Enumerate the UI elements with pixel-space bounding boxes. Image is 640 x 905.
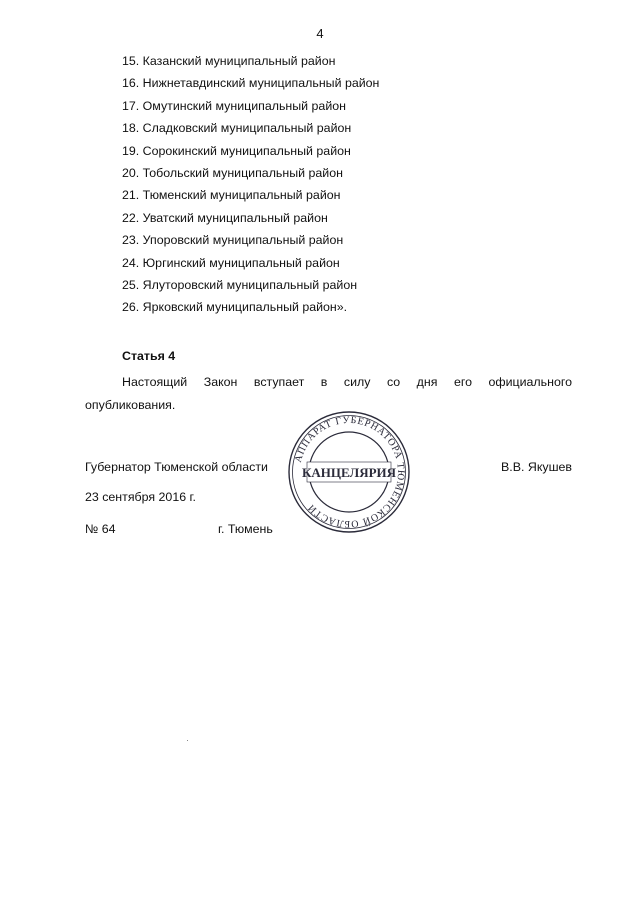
official-stamp xyxy=(287,410,411,534)
list-item: 23. Упоровский муниципальный район xyxy=(122,233,344,248)
list-item: 24. Юргинский муниципальный район xyxy=(122,255,340,270)
signer-title: Губернатор Тюменской области xyxy=(85,460,268,474)
article-text-line: опубликования. xyxy=(85,398,176,412)
signer-name: В.В. Якушев xyxy=(501,460,572,474)
list-item: 22. Уватский муниципальный район xyxy=(122,210,328,225)
district-list xyxy=(122,53,379,322)
list-item: 20. Тобольский муниципальный район xyxy=(122,165,343,180)
law-number: № 64 xyxy=(85,522,116,536)
list-item: 21. Тюменский муниципальный район xyxy=(122,188,341,203)
list-item: 18. Сладковский муниципальный район xyxy=(122,121,352,136)
list-item: 26. Ярковский муниципальный район». xyxy=(122,300,348,315)
scan-speck xyxy=(187,740,188,741)
page-number: 4 xyxy=(316,26,324,41)
signing-date: 23 сентября 2016 г. xyxy=(85,490,196,504)
article-text-line: Настоящий Закон вступает в силу со дня его официального xyxy=(122,375,572,389)
list-item: 25. Ялуторовский муниципальный район xyxy=(122,277,358,292)
list-item: 15. Казанский муниципальный район xyxy=(122,54,336,68)
signing-city: г. Тюмень xyxy=(218,522,273,536)
list-item: 19. Сорокинский муниципальный район xyxy=(122,143,351,158)
stamp-ring-text: АППАРАТ ГУБЕРНАТОРА ТЮМЕНСКОЙ ОБЛАСТИ xyxy=(292,414,407,530)
list-item: 17. Омутинский муниципальный район xyxy=(122,98,346,113)
stamp-center-text: КАНЦЕЛЯРИЯ xyxy=(301,465,397,480)
list-item: 16. Нижнетавдинский муниципальный район xyxy=(122,76,380,91)
article-heading: Статья 4 xyxy=(122,349,176,363)
